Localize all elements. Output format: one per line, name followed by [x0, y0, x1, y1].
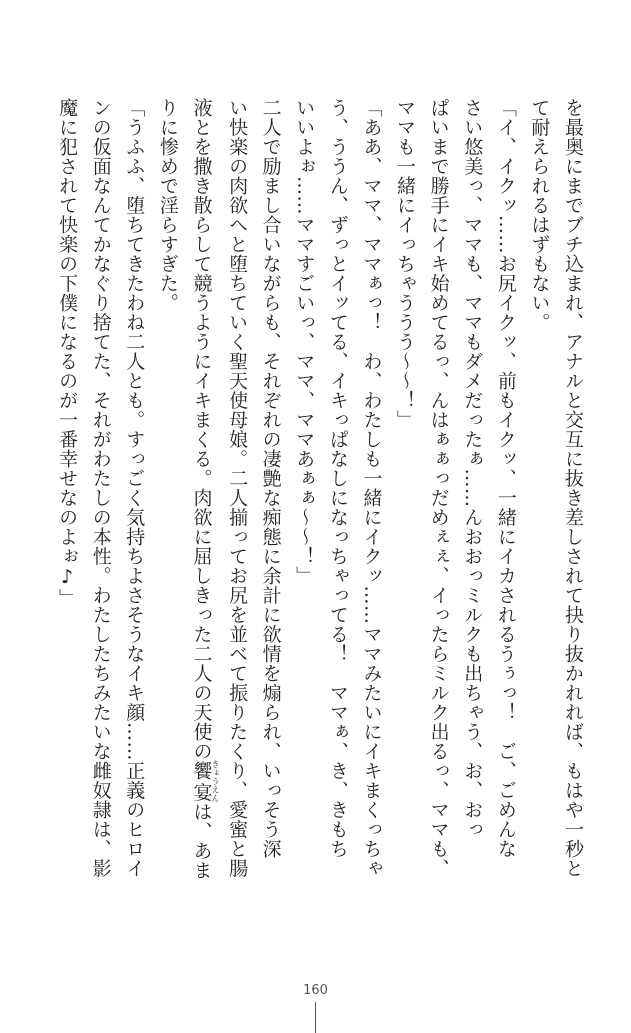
text-line: を最奥にまでブチ込まれ、アナルと交互に抜き差しされて抉り抜かれれば、もはや一秒と: [562, 98, 584, 878]
vertical-text-body: [29, 98, 589, 938]
text-line: りに惨めで淫らすぎた。: [156, 98, 179, 313]
text-line: い快楽の肉欲へと堕ちていく聖天使母娘。二人揃ってお尻を並べて振りたくり、愛蜜と腸: [226, 98, 249, 878]
text-line: 「うふふ、堕ちてきたわね二人とも。すっごく気持ちよさそうなイキ顔……正義のヒロイ: [123, 98, 146, 878]
text-line: いいよぉ……ママすごいっ、ママ、ママあぁぁ～～！」: [293, 98, 316, 586]
ruby-reading: きょうえん: [210, 760, 220, 803]
ruby-word: 饗宴きょうえん: [190, 760, 220, 803]
page-number: 160: [303, 983, 328, 998]
text-line: 「イ、イクッ……お尻イクッ、前もイクッ、一緒にイカされるうぅっ！ ご、ごめんな: [494, 98, 517, 859]
text-line: さい悠美っ、ママも、ママもダメだったぁ……んおおっミルクも出ちゃう、お、おっ: [461, 98, 484, 839]
text-line: 「ああ、ママ、ママぁっ！ わ、わたしも一緒にイクッ……ママみたいにイキまくっちゃ: [360, 98, 383, 878]
text-line: 二人で励まし合いながらも、それぞれの凄艶な痴態に余計に欲情を煽られ、いっそう深: [259, 98, 282, 859]
text-line: ママも一緒にイっちゃううう～～！」: [394, 98, 417, 430]
text-line: て耐えられるはずもない。: [528, 98, 551, 332]
text-line: 液とを撒き散らして競うようにイキまくる。肉欲に屈しきった二人の天使の饗宴きょうえんは、あま: [190, 98, 220, 880]
text-line: ぱいまで勝手にイキ始めてるっ、んはぁぁっだめぇぇ、イったらミルク出るっ、ママも、: [427, 98, 450, 878]
text-line: 魔に犯されて快楽の下僕になるのが一番幸せなのよぉ♪」: [56, 98, 79, 608]
page-number-rule: [315, 1002, 316, 1033]
text-line: ンの仮面なんてかなぐり捨てた、それがわたしの本性。わたしたちみたいな雌奴隷は、影: [89, 98, 112, 878]
text-line: う、ううん、ずっとイッてる、イキっぱなしになっちゃってる！ ママぁ、き、きもち: [326, 98, 349, 859]
